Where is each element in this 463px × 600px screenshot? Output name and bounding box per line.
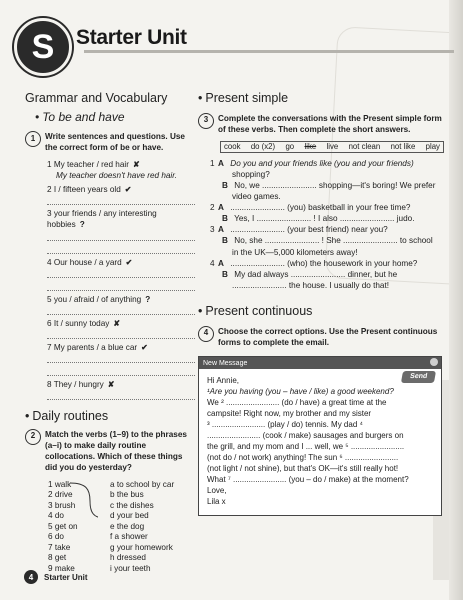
exercise-1-items xyxy=(25,159,195,400)
conversation-line: video games. xyxy=(232,192,281,202)
conversation-line: No, we ........................ shopping—it's boring! We prefer xyxy=(234,181,436,191)
email-line: ¹Are you having (you – have / like) a good weekend? xyxy=(207,386,394,396)
exercise-4-instruction xyxy=(198,326,446,348)
exercise-3-instruction xyxy=(198,113,446,135)
item-prompt: I / fifteen years old xyxy=(53,185,121,195)
unit-title: Starter Unit xyxy=(76,26,187,49)
item-number: 1 xyxy=(47,160,52,170)
unit-logo: S xyxy=(14,18,72,76)
item-number: 2 xyxy=(47,185,52,195)
phrase-item[interactable]: g your homework xyxy=(110,542,173,552)
section-text: Daily routines xyxy=(32,408,109,423)
word-box-item: go xyxy=(285,141,295,151)
email-window xyxy=(198,356,442,516)
verb-item[interactable]: 2 drive xyxy=(48,490,73,500)
subsection-text: To be and have xyxy=(42,109,125,124)
exercise-1-instruction xyxy=(25,131,195,153)
verb-list xyxy=(48,479,78,574)
answer-line[interactable] xyxy=(47,329,195,339)
example-answer: My teacher doesn't have red hair. xyxy=(56,171,177,181)
item-number: 4 xyxy=(47,257,52,267)
item-mark: ? xyxy=(79,220,85,230)
conversation-line: ........................ (you) basketball in your free time? xyxy=(230,203,411,213)
verb-item[interactable]: 7 take xyxy=(48,542,71,552)
exercise-item xyxy=(47,342,195,353)
exercise-item xyxy=(47,257,195,268)
email-line: campsite! Right now, my brother and my sister xyxy=(207,408,372,418)
item-number: 3 xyxy=(47,209,52,219)
exercise-number: 4 xyxy=(198,326,214,342)
exercise-item xyxy=(47,159,195,170)
email-title-bar xyxy=(199,357,441,369)
close-icon[interactable] xyxy=(430,358,438,366)
item-prompt: It / sunny today xyxy=(53,318,110,328)
conversation-line: ........................ the house. I usually do that! xyxy=(232,280,390,290)
item-mark: ✔ xyxy=(124,185,132,195)
email-body xyxy=(199,369,441,515)
email-line: (not light / not shine), but that's OK—it's still really hot! xyxy=(207,464,399,473)
item-number: 6 xyxy=(47,318,52,328)
instruction-text: Choose the correct options. Use the Present continuous forms to complete the email. xyxy=(218,326,438,347)
phrase-item[interactable]: e the dog xyxy=(110,521,145,531)
email-line: ........................ (cook / make) sausages and burgers on xyxy=(207,430,404,440)
verb-item[interactable]: 1 walk xyxy=(48,479,72,489)
header-rule xyxy=(84,50,454,53)
item-prompt: My parents / a blue car xyxy=(53,342,138,352)
email-line: ³ ........................ (play / do) tennis. My dad ⁴ xyxy=(207,419,363,429)
item-prompt: My teacher / red hair xyxy=(53,160,129,170)
email-line: Love, xyxy=(207,486,227,496)
section-heading xyxy=(198,90,446,107)
instruction-text: Match the verbs (1–9) to the phrases (a–i) to make daily routine collocations. Which of these things did you do yesterday? xyxy=(45,429,187,472)
email-line: Lila x xyxy=(207,497,226,507)
word-box-item: cook xyxy=(224,141,241,151)
phrase-item[interactable]: a to school by car xyxy=(110,479,175,489)
item-mark: ? xyxy=(145,294,151,304)
email-line: We ² ........................ (do / have) a great time at the xyxy=(207,397,387,407)
exercise-number: 2 xyxy=(25,429,41,445)
page-edge xyxy=(449,0,463,600)
answer-line[interactable] xyxy=(47,390,195,400)
email-window-title: New Message xyxy=(203,359,248,367)
item-mark: ✘ xyxy=(107,379,115,389)
word-box-item: do (x2) xyxy=(250,141,276,151)
email-line: What ⁷ ........................ (you – do / make) at the moment? xyxy=(207,475,409,485)
answer-line[interactable] xyxy=(47,195,195,205)
verb-item[interactable]: 5 get on xyxy=(48,521,78,531)
phrase-item[interactable]: i your teeth xyxy=(110,563,151,573)
item-mark: ✔ xyxy=(141,342,148,352)
verb-item[interactable]: 9 make xyxy=(48,563,75,573)
word-box-item: like xyxy=(304,141,317,151)
conversation-line: shopping? xyxy=(232,170,270,180)
right-column xyxy=(198,90,446,516)
item-number: 7 xyxy=(47,342,52,352)
exercise-number: 3 xyxy=(198,113,214,129)
section-heading xyxy=(198,303,446,320)
page-number: 4 xyxy=(24,570,38,584)
phrase-item[interactable]: d your bed xyxy=(110,511,149,521)
answer-line[interactable] xyxy=(47,281,195,291)
item-mark: ✘ xyxy=(132,160,140,170)
answer-line[interactable] xyxy=(47,244,195,254)
section-text: Present simple xyxy=(205,91,289,105)
phrase-item[interactable]: c the dishes xyxy=(110,500,154,510)
word-box-item: not like xyxy=(390,141,416,151)
instruction-text: Write sentences and questions. Use the correct form of be or have. xyxy=(45,132,185,153)
left-column xyxy=(25,90,195,579)
send-button[interactable]: Send xyxy=(401,371,436,383)
page-footer xyxy=(24,570,88,584)
item-prompt: Our house / a yard xyxy=(53,257,122,267)
instruction-text: Complete the conversations with the Present simple form of these verbs. Then complete the short answers. xyxy=(218,113,442,134)
word-box xyxy=(220,141,444,153)
section-text: Present continuous xyxy=(205,303,313,318)
matching-list xyxy=(48,479,195,579)
conversation-line: Do you and your friends like (you and your friends) xyxy=(230,159,414,168)
section-heading: Grammar and Vocabulary xyxy=(25,91,168,105)
item-prompt: They / hungry xyxy=(53,379,104,389)
exercise-item xyxy=(47,379,195,390)
conversation-line: My dad always ........................ dinner, but he xyxy=(234,269,398,279)
exercise-item xyxy=(47,318,195,329)
phrase-item[interactable]: f a shower xyxy=(110,532,148,542)
phrase-list xyxy=(110,479,174,574)
item-mark: ✔ xyxy=(125,257,133,267)
phrase-item[interactable]: h dressed xyxy=(110,553,146,563)
verb-item[interactable]: 8 get xyxy=(48,553,67,563)
exercise-item xyxy=(47,184,195,195)
verb-item[interactable]: 6 do xyxy=(48,532,64,542)
verb-item[interactable]: 3 brush xyxy=(48,500,76,510)
email-text xyxy=(207,375,433,507)
item-number: 5 xyxy=(47,294,52,304)
answer-line[interactable] xyxy=(47,305,195,315)
exercise-2-instruction xyxy=(25,429,195,473)
word-box-item: play xyxy=(425,141,440,151)
conversation-line: in the UK—5,000 kilometers away! xyxy=(232,247,358,257)
email-line: (not do / not work) anything! The sun ⁶ ........................ xyxy=(207,452,399,462)
conversations: 1 A Do you and your friends like (you and your friends) shopping? B No, we ........................ shopping—it's boring! We prefer video games. 2 A ........................ (you) basketball in your free time? B Yes, I ........................ ! I also ........................ judo. 3 A ........................ (your best friend) near you? B No, she ........................ ! She ........................ to school in the UK—5,000 kilometers away! 4 A ........................ (who) the housework in your home? B My dad always ........................ dinner, but he ........................ the house. I usually do that! xyxy=(198,158,446,291)
email-line: the grill, and my mom and I ... well, we ⁵ ........................ xyxy=(207,441,405,451)
verb-item[interactable]: 4 do xyxy=(48,511,64,521)
phrase-item[interactable]: b the bus xyxy=(110,490,144,500)
item-prompt: you / afraid / of anything xyxy=(53,294,142,304)
item-number: 8 xyxy=(47,379,52,389)
footer-label: Starter Unit xyxy=(44,572,88,582)
item-mark: ✘ xyxy=(113,318,121,328)
email-line: Hi Annie, xyxy=(207,375,240,385)
conversation-line: ........................ (your best friend) near you? xyxy=(230,225,388,235)
answer-line[interactable] xyxy=(47,353,195,363)
answer-line[interactable] xyxy=(47,231,195,241)
item-prompt: your friends / any interesting hobbies xyxy=(47,209,157,230)
word-box-item: not clean xyxy=(348,141,381,151)
exercise-item xyxy=(47,208,195,230)
section-heading xyxy=(25,408,195,425)
subsection-heading xyxy=(35,109,195,125)
answer-line[interactable] xyxy=(47,268,195,278)
word-box-item: live xyxy=(326,141,339,151)
exercise-number: 1 xyxy=(25,131,41,147)
conversation-line: Yes, I ........................ ! I also ........................ judo. xyxy=(234,214,415,224)
answer-line[interactable] xyxy=(47,366,195,376)
conversation-line: ........................ (who) the housework in your home? xyxy=(230,258,418,268)
exercise-item xyxy=(47,294,195,305)
conversation-line: No, she ........................ ! She ........................ to school xyxy=(234,236,433,246)
